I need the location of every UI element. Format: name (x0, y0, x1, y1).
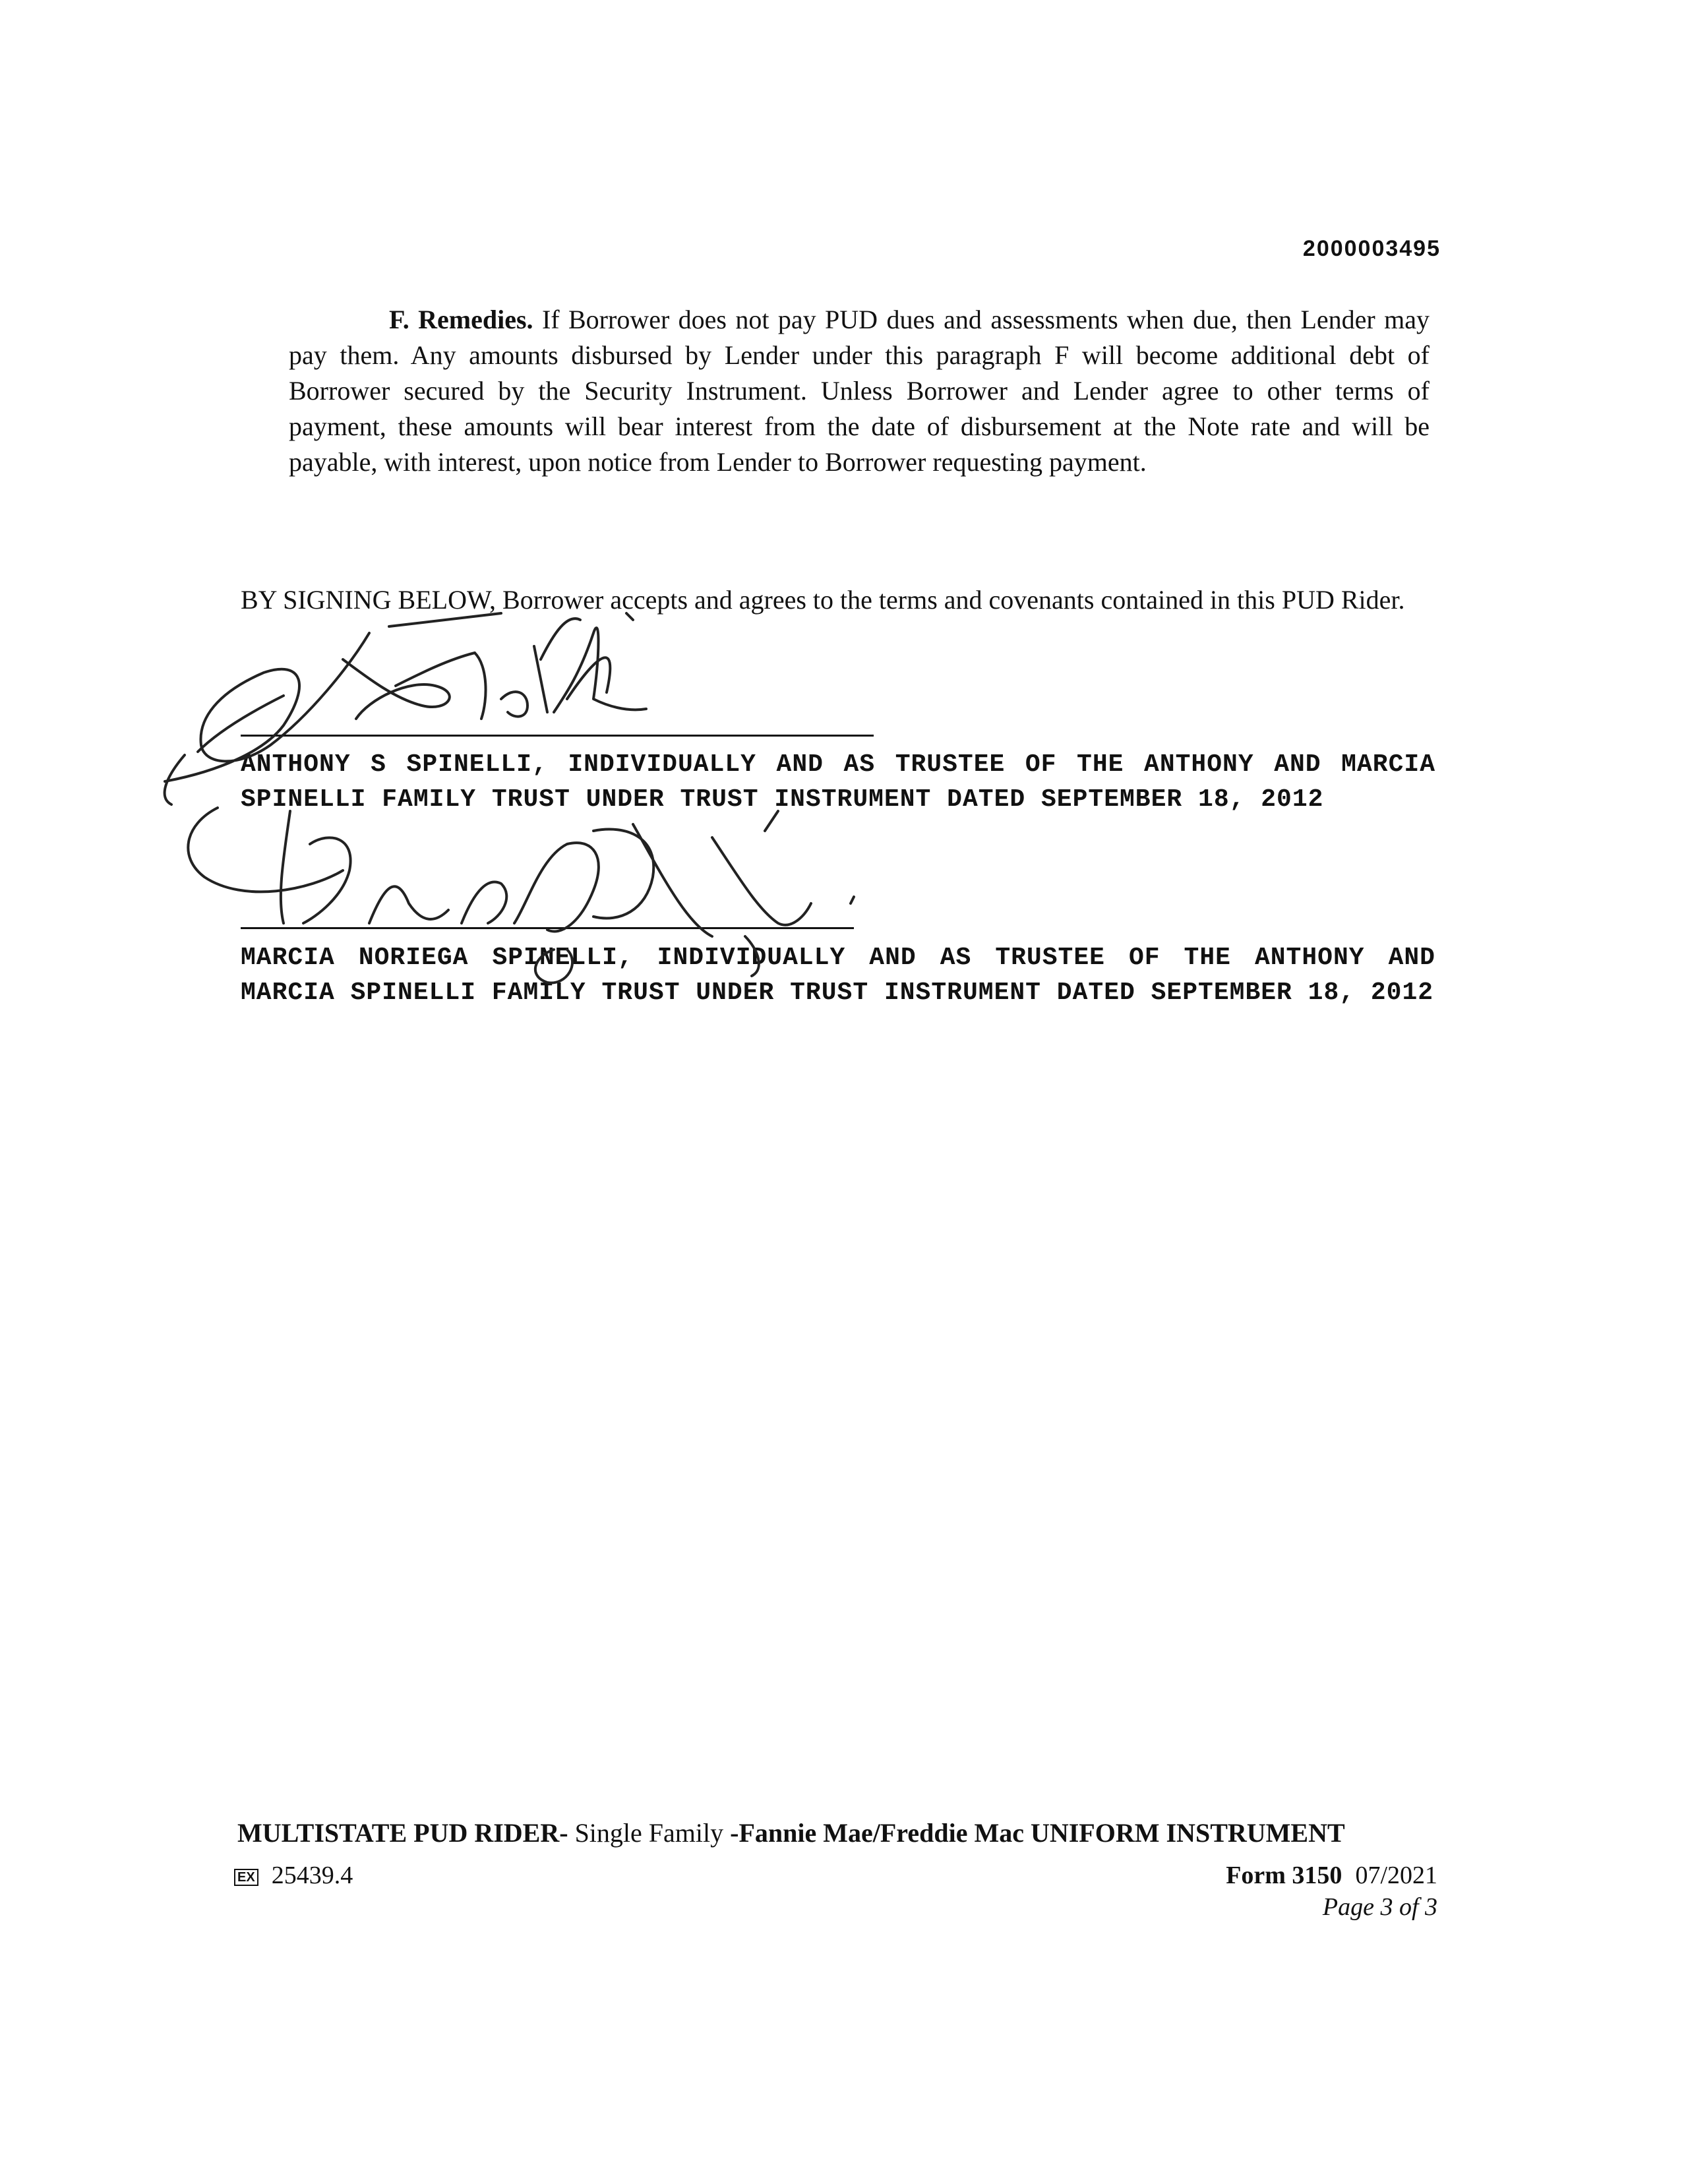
remedies-text: If Borrower does not pay PUD dues and assessments when due, then Lender may pay them. Any amounts disbursed by Lender under this paragraph F will become additional debt of Borrower secured by the Security Instrument. Unless Borrower and Lender agree to other terms of payment, these amounts will bear interest from the date of disbursement at the Note rate and will be payable, with interest, upon notice from Lender to Borrower requesting payment. (289, 305, 1430, 477)
form-date: 07/2021 (1355, 1862, 1437, 1889)
form-footer-title (237, 1817, 1345, 1848)
page-number: Page 3 of 3 (1322, 1893, 1437, 1921)
signature-2-loops (535, 936, 759, 983)
remedies-heading: F. Remedies. (389, 305, 533, 334)
footer-title-regular: Single Family (568, 1818, 731, 1848)
ex-icon: EX (234, 1869, 258, 1886)
signer-1-name: ANTHONY S SPINELLI, INDIVIDUALLY AND AS TRUSTEE OF THE ANTHONY AND MARCIA SPINELLI FAMILY TRUST UNDER TRUST INSTRUMENT DATED SEPTEMBER 18, 2012 (241, 750, 1435, 814)
ex-code: 25439.4 (271, 1862, 353, 1889)
signature-1 (165, 613, 646, 781)
signature-2 (188, 808, 854, 936)
footer-title-bold-2: -Fannie Mae/Freddie Mac UNIFORM INSTRUMENT (730, 1818, 1345, 1848)
signature-1-flourish (165, 696, 284, 804)
signer-2-name: MARCIA NORIEGA SPINELLI, INDIVIDUALLY AND AS TRUSTEE OF THE ANTHONY AND MARCIA SPINELLI FAMILY TRUST UNDER TRUST INSTRUMENT DATED SEPTEMBER 18, 2012 (241, 944, 1435, 1007)
footer-title-bold: MULTISTATE PUD RIDER- (237, 1818, 568, 1848)
loan-number: 2000003495 (1302, 236, 1441, 261)
form-label: Form 3150 (1226, 1862, 1342, 1889)
ex-code-row (234, 1861, 353, 1890)
signing-statement: BY SIGNING BELOW, Borrower accepts and agrees to the terms and covenants contained in this PUD Rider. (241, 585, 1405, 615)
form-number (1121, 1861, 1437, 1890)
